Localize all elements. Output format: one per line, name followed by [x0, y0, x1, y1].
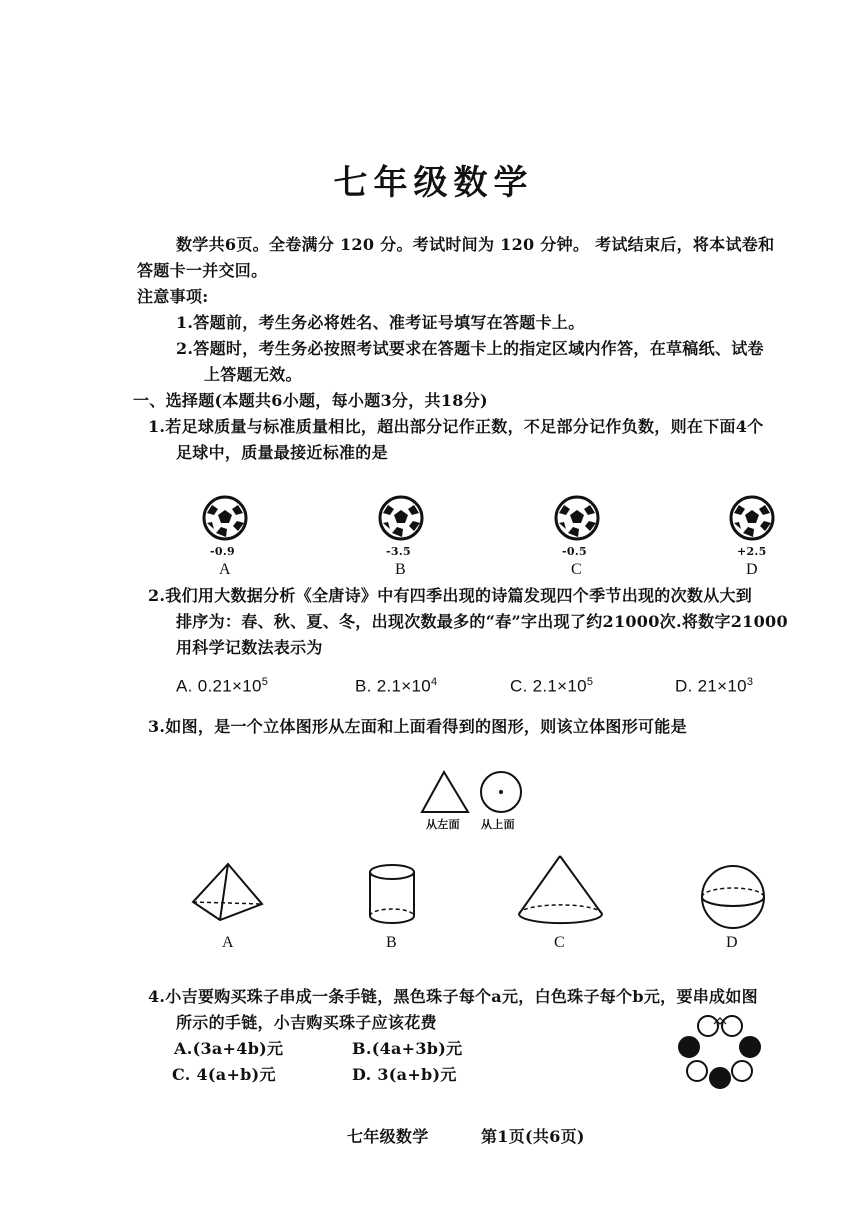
sphere-figure — [698, 864, 768, 930]
q1-ball-c-letter: C — [571, 561, 582, 578]
q3-letter-a: A — [222, 934, 234, 951]
q2-line-1: 2.我们用大数据分析《全唐诗》中有四季出现的诗篇发现四个季节出现的次数从大到 — [148, 586, 753, 605]
view-top-label: 从上面 — [481, 818, 515, 831]
notice-item-2: 2.答题时，考生务必按照考试要求在答题卡上的指定区域内作答，在草稿纸、试卷 — [176, 339, 764, 358]
q2-option-c: C. $2.1\times 10^5$ — [510, 676, 594, 696]
q2-option-d: D. $21\times 10^3$ — [675, 676, 754, 696]
q1-ball-b-value: -3.5 — [386, 545, 411, 558]
q4-line-2: 所示的手链，小吉购买珠子应该花费 — [176, 1013, 437, 1032]
q1-ball-a-letter: A — [219, 561, 231, 578]
q1-ball-a-value: -0.9 — [210, 545, 235, 558]
q4-option-a: A.(3a+4b)元 — [174, 1039, 284, 1058]
intro-line-2: 答题卡一并交回。 — [137, 261, 268, 280]
q2-line-2: 排序为：春、秋、夏、冬，出现次数最多的“春”字出现了约21000次.将数字21000 — [176, 612, 788, 631]
circle-center-dot — [499, 790, 503, 794]
notice-item-1: 1.答题前，考生务必将姓名、准考证号填写在答题卡上。 — [176, 313, 585, 332]
cone-figure — [516, 852, 606, 928]
q1-ball-b-letter: B — [395, 561, 406, 578]
q1-ball-c-value: -0.5 — [562, 545, 587, 558]
triangle-view-shape — [422, 772, 468, 812]
section-heading: 一、选择题(本题共6小题，每小题3分，共18分) — [133, 391, 488, 410]
cylinder-figure — [366, 862, 418, 928]
q2-line-3: 用科学记数法表示为 — [176, 638, 323, 657]
footer-subject: 七年级数学 — [347, 1127, 429, 1146]
soccer-ball-icon — [202, 495, 248, 541]
q1-line-1: 1.若足球质量与标准质量相比，超出部分记作正数，不足部分记作负数，则在下面4个 — [148, 417, 764, 436]
q1-ball-d-value: +2.5 — [737, 545, 767, 558]
intro-line-1: 数学共6页。全卷满分 120 分。考试时间为 120 分钟。 考试结束后，将本试卷和 — [176, 235, 775, 254]
q3-line-1: 3.如图，是一个立体图形从左面和上面看得到的图形，则该立体图形可能是 — [148, 717, 687, 736]
q1-line-2: 足球中，质量最接近标准的是 — [176, 443, 388, 462]
soccer-ball-icon — [378, 495, 424, 541]
q2-option-b: B. $2.1\times 10^4$ — [355, 676, 438, 696]
q4-option-b: B.(4a+3b)元 — [352, 1039, 463, 1058]
q2-option-a: A. $0.21\times 10^5$ — [176, 676, 269, 696]
footer-page: 第1页(共6页) — [481, 1127, 585, 1146]
q1-ball-d-letter: D — [746, 561, 758, 578]
page-title: 七年级数学 — [333, 163, 534, 203]
q3-views-figure — [418, 768, 528, 816]
q4-line-1: 4.小吉要购买珠子串成一条手链，黑色珠子每个a元，白色珠子每个b元，要串成如图 — [148, 987, 758, 1006]
q4-option-c: C. 4(a+b)元 — [172, 1065, 276, 1084]
q3-letter-d: D — [726, 934, 738, 951]
soccer-ball-icon — [729, 495, 775, 541]
soccer-ball-icon — [554, 495, 600, 541]
q4-option-d: D. 3(a+b)元 — [352, 1065, 457, 1084]
view-left-label: 从左面 — [426, 818, 460, 831]
notice-heading: 注意事项: — [137, 287, 209, 306]
q3-letter-b: B — [386, 934, 397, 951]
bracelet-figure — [676, 1012, 766, 1092]
q3-letter-c: C — [554, 934, 565, 951]
pyramid-figure — [190, 860, 270, 930]
notice-item-2-cont: 上答题无效。 — [204, 365, 302, 384]
